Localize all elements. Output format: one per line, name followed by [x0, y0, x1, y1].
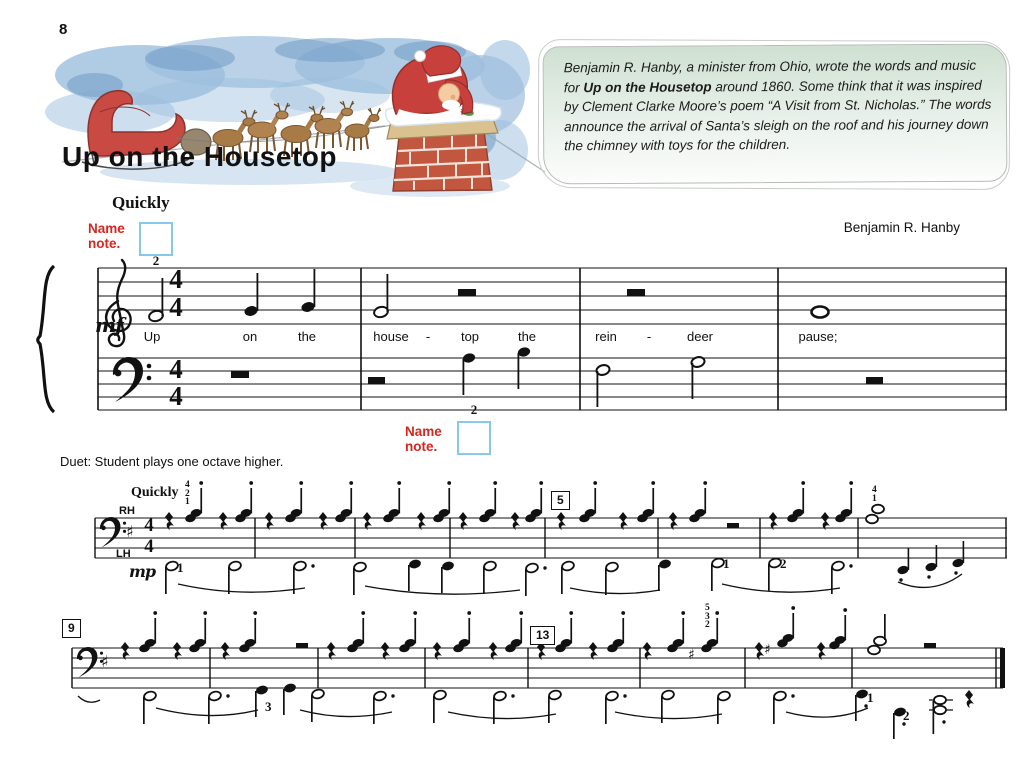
finger-stack-chord [705, 604, 710, 630]
info-text: Benjamin R. Hanby, a minister from Ohio, wrote the words and music for [563, 57, 977, 95]
final-barline [1000, 648, 1005, 688]
finger-number: 3 [705, 611, 710, 622]
key-signature-sharp-icon: ♯ [126, 522, 134, 541]
half-rest [627, 289, 645, 296]
half-rest [368, 377, 385, 384]
finger-stack-line1-end [872, 486, 877, 503]
finger-stack-start [185, 481, 190, 507]
sharp-accidental-icon: ♯ [764, 642, 771, 658]
measure-number-9: 9 [62, 619, 81, 638]
half-rest [727, 523, 739, 528]
finger-number: 5 [705, 603, 710, 613]
time-signature-bottom: 4 [169, 292, 183, 322]
duet-time-signature-top: 4 [144, 515, 154, 536]
lyric-syllable: the [517, 329, 537, 344]
time-signature-top: 4 [169, 264, 183, 294]
name-note-line: Name [405, 424, 442, 439]
barlines [98, 264, 1006, 410]
whole-note [866, 515, 878, 524]
whole-rest [231, 371, 249, 378]
bass-clef-icon [77, 647, 103, 678]
finger-number: 2 [152, 253, 160, 268]
finger-number: 2 [705, 620, 710, 630]
half-rest [296, 643, 308, 648]
bass-clef-icon [100, 517, 126, 548]
name-note-label [88, 221, 125, 251]
measure-number-13: 13 [530, 626, 555, 645]
slurs [156, 708, 868, 719]
duet-instruction: Duet: Student plays one octave higher. [60, 454, 284, 469]
half-note [868, 646, 880, 655]
lyric-hyphen: - [646, 329, 652, 344]
lyric-syllable: Up [143, 329, 161, 344]
half-rest [866, 377, 883, 384]
lyric-syllable: top [460, 329, 480, 344]
lh-label: LH [116, 548, 131, 560]
whole-note [872, 505, 884, 514]
name-note-line: note. [405, 439, 438, 454]
lyric-hyphen: - [425, 329, 431, 344]
bass-notes [231, 346, 883, 407]
dynamic-mp: mp [129, 562, 156, 581]
finger-number: 2 [903, 708, 910, 723]
lh-notes [78, 682, 974, 739]
whole-note [812, 307, 829, 318]
measure-number-5: 5 [551, 491, 570, 510]
lyric-syllable: house [373, 329, 409, 344]
tempo-marking: Quickly [112, 193, 170, 212]
info-text-bold: Up on the Housetop [583, 78, 712, 95]
finger-number: 2 [185, 488, 190, 499]
lyric-syllable: on [242, 329, 258, 344]
finger-number: 1 [723, 556, 730, 571]
lyric-syllable: deer [686, 329, 714, 344]
finger-number: 1 [177, 560, 184, 575]
name-note-label [405, 424, 442, 454]
rh-label: RH [119, 505, 135, 517]
composer-credit: Benjamin R. Hanby [843, 220, 960, 235]
half-rest [458, 289, 476, 296]
name-note-answer-box[interactable] [139, 222, 173, 256]
staff-lines [72, 648, 1003, 688]
bass-clef-icon [113, 357, 151, 402]
duet-tempo-marking: Quickly [131, 485, 179, 500]
half-rest [924, 643, 936, 648]
page-number: 8 [59, 21, 68, 38]
time-signature-bottom: 4 [169, 381, 183, 411]
info-box [543, 44, 1008, 185]
lyric-syllable: rein [595, 329, 617, 344]
finger-number: 4 [185, 480, 190, 490]
name-note-line: Name [88, 221, 125, 236]
slurs [178, 584, 840, 594]
sharp-accidental-icon: ♯ [688, 647, 695, 663]
time-signature-top: 4 [169, 354, 183, 384]
finger-number: 3 [265, 699, 272, 714]
song-title: Up on the Housetop [62, 141, 337, 172]
finger-number: 1 [867, 690, 874, 705]
finger-number: 2 [780, 556, 787, 571]
duet-time-signature-bottom: 4 [144, 536, 154, 557]
finger-number: 4 [872, 485, 877, 495]
brace [38, 266, 54, 412]
finger-number: 1 [872, 493, 877, 504]
finger-number: 2 [470, 402, 478, 417]
info-box-text [564, 56, 993, 156]
name-note-answer-box[interactable] [457, 421, 491, 455]
lyric-syllable: pause; [798, 329, 838, 344]
dynamic-mf: mf [95, 313, 123, 337]
finger-number: 1 [185, 497, 190, 507]
lh-notes [165, 541, 964, 596]
treble-staff [98, 264, 1007, 324]
key-signature-sharp-icon: ♯ [101, 652, 109, 671]
lyric-syllable: the [297, 329, 317, 344]
info-text: around 1860. Some think that it was inspired by Clement Clarke Moore’s poem “A Visit from St. Nicholas.” The words announce the arrival of Santa’s sleigh on the roof and his journey down the chimney with toys for the children. [563, 77, 992, 154]
rh-chords [165, 481, 884, 530]
name-note-line: note. [88, 236, 121, 251]
